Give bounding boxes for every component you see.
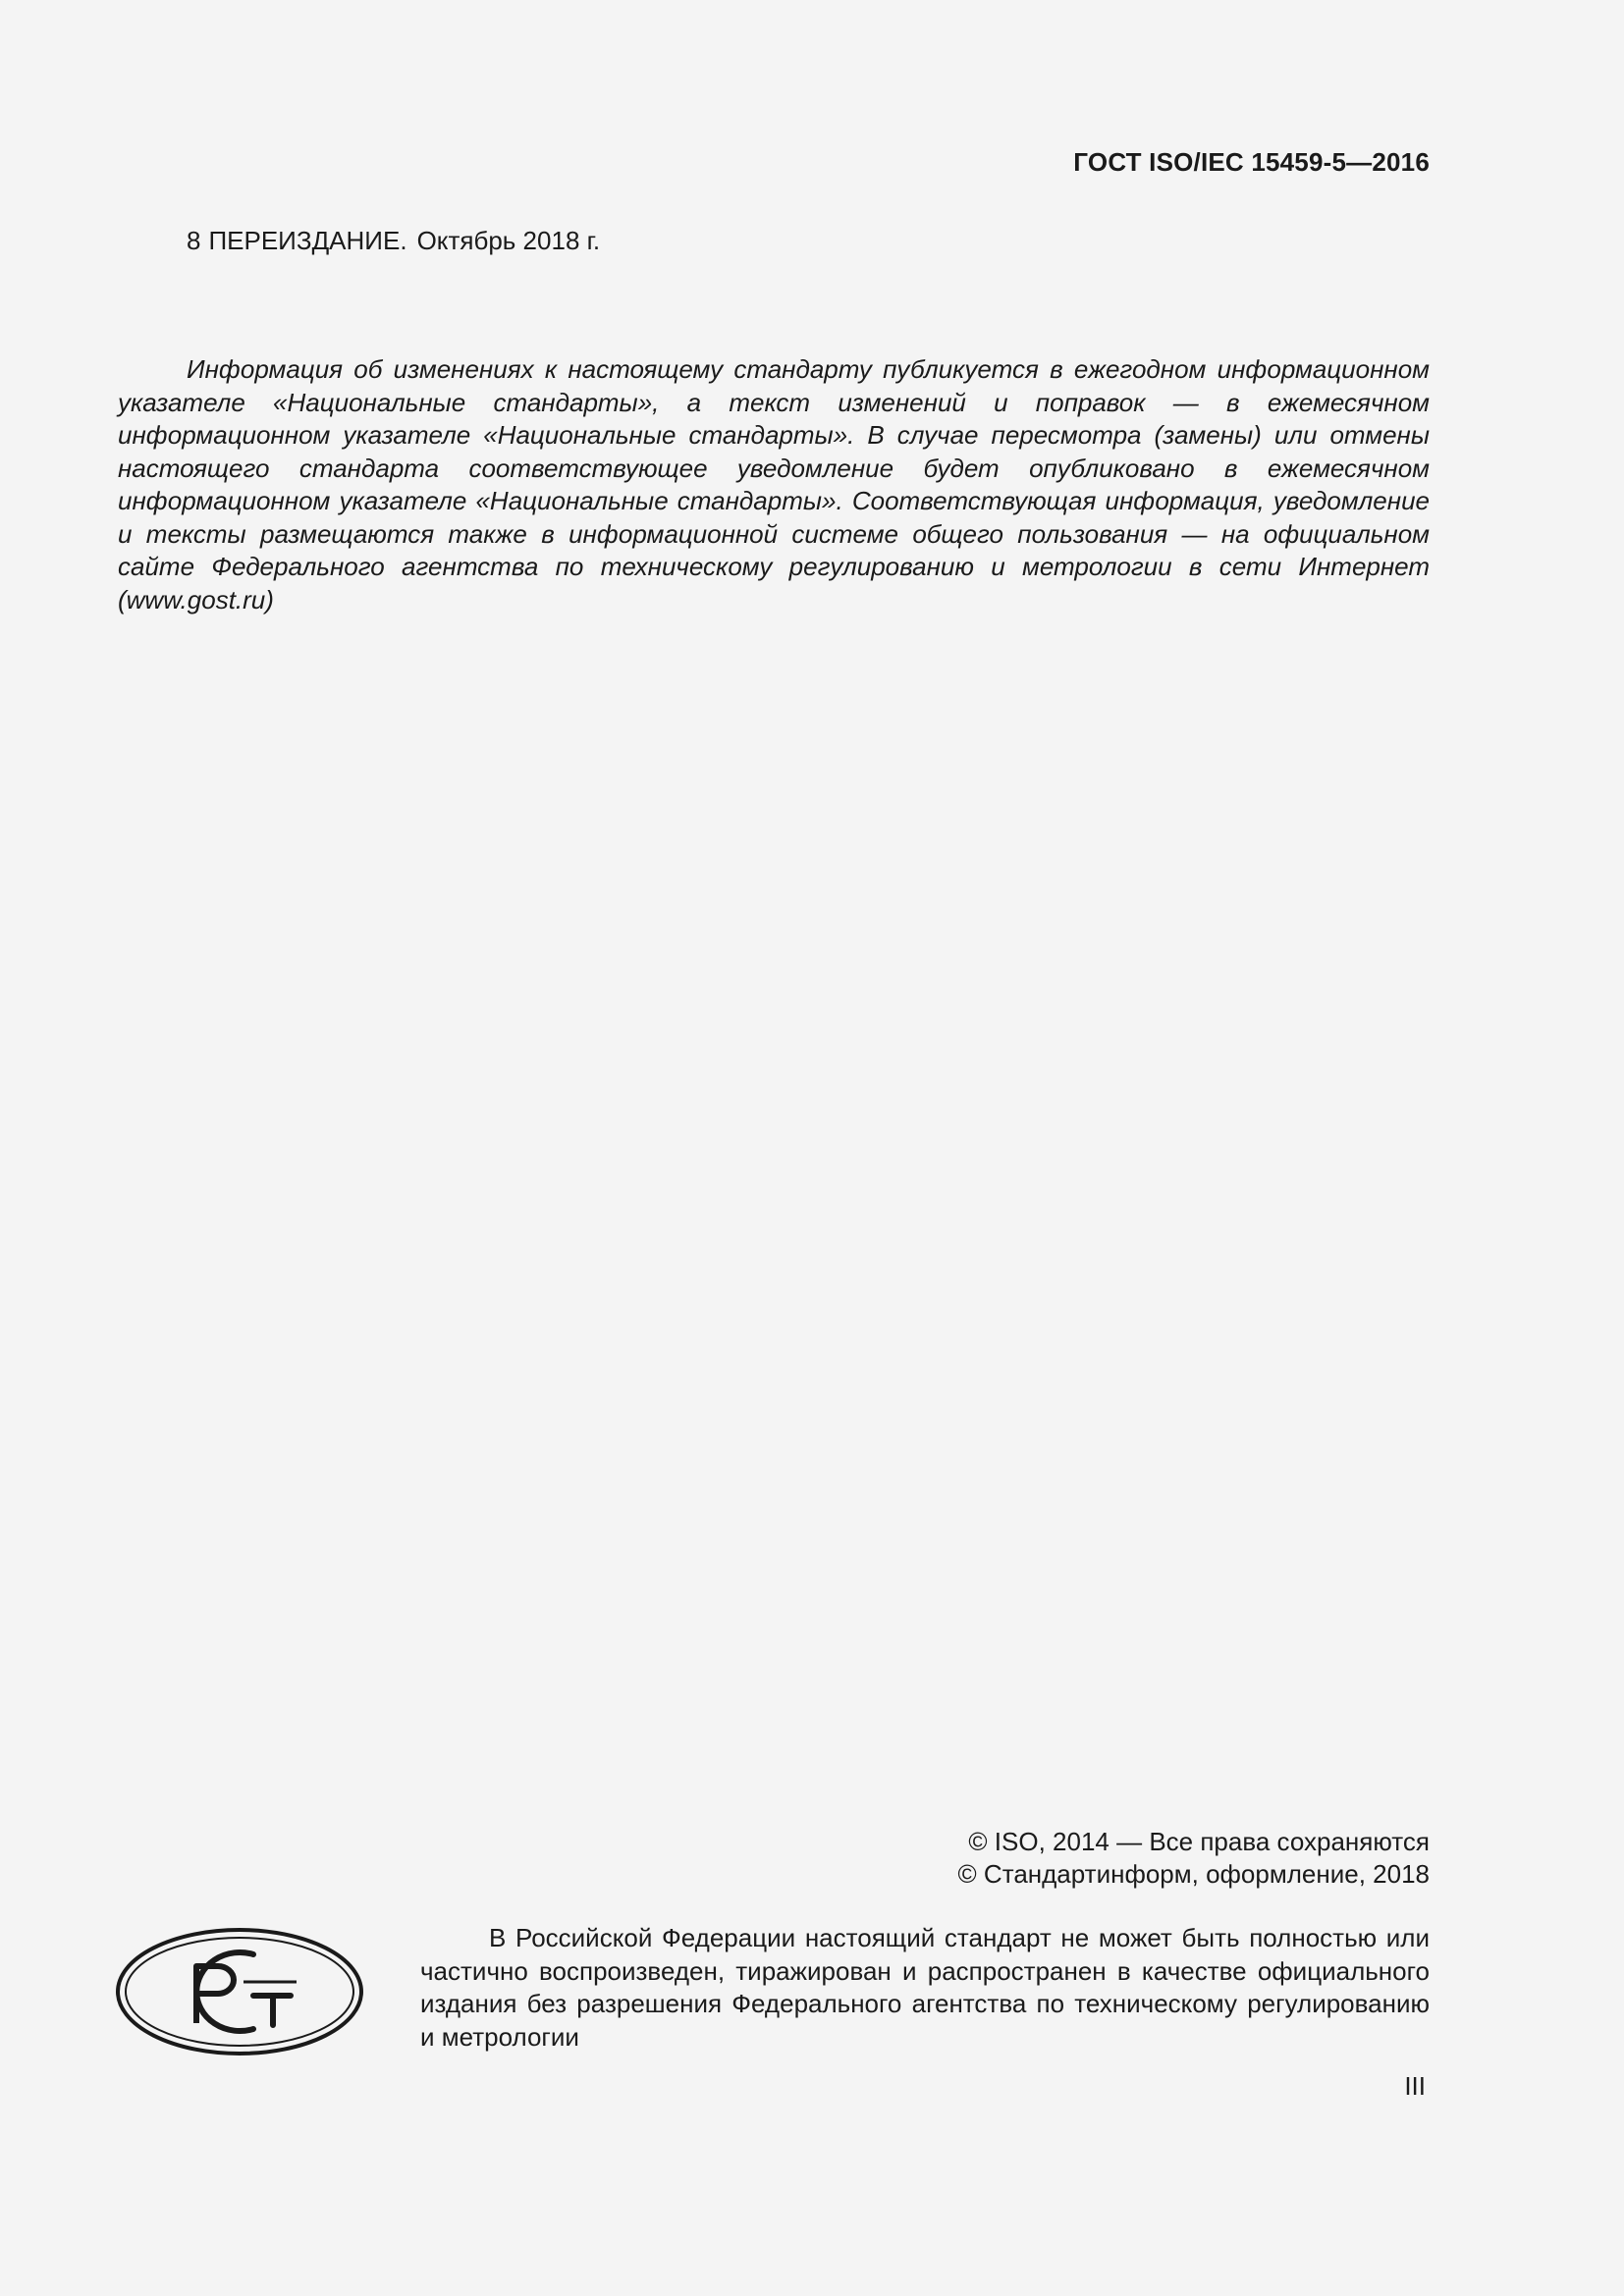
copyright-block	[958, 1826, 1430, 1891]
reissue-date: Октябрь 2018 г.	[416, 226, 601, 255]
copyright-standartinform: © Стандартинформ, оформление, 2018	[957, 1859, 1430, 1889]
reissue-label: ПЕРЕИЗДАНИЕ.	[208, 226, 407, 255]
info-paragraph: Информация об изменениях к настоящему стандарту публикуется в ежегодном информационном указателе «Национальные стандарты», а текст изменений и поправок — в ежемесячном информационном указателе «Национальные стандарты». В случае пересмотра (замены) или отмены настоящего стандарта соответствующее уведомление будет опубликовано в ежемесячном информационном указателе «Национальные стандарты». Соответствующая информация, уведомление и тексты размещаются также в информационной системе общего пользования — на официальном сайте Федерального агентства по техническому регулированию и метрологии в сети Интернет (www.gost.ru)	[118, 354, 1430, 614]
rights-paragraph: В Российской Федерации настоящий стандарт не может быть полностью или частично воспроизведен, тиражирован и распространен в качестве официального издания без разрешения Федерального агентства по техническому регулированию и метрологии	[420, 1923, 1430, 2052]
reissue-number: 8	[187, 226, 201, 255]
copyright-iso: © ISO, 2014 — Все права сохраняются	[968, 1827, 1430, 1856]
page-number: III	[1404, 2071, 1426, 2101]
rst-certification-mark-icon	[116, 1927, 363, 2056]
reissue-line	[187, 226, 600, 256]
document-code: ГОСТ ISO/IEC 15459-5—2016	[1073, 147, 1430, 177]
